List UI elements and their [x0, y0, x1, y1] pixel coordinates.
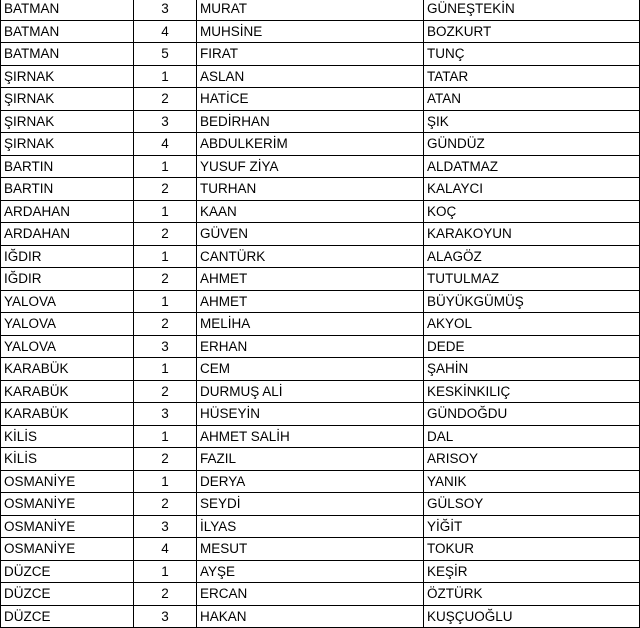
rank-cell[interactable]: 1: [134, 200, 197, 223]
name-cell[interactable]: KAAN: [197, 200, 424, 223]
name-cell[interactable]: HÜSEYİN: [197, 403, 424, 426]
city-cell[interactable]: KARABÜK: [1, 403, 134, 426]
city-cell[interactable]: BARTIN: [1, 155, 134, 178]
rank-cell[interactable]: 3: [134, 515, 197, 538]
rank-cell[interactable]: 1: [134, 290, 197, 313]
rank-cell[interactable]: 3: [134, 110, 197, 133]
table-row: [1, 538, 640, 561]
name-cell[interactable]: ERHAN: [197, 335, 424, 358]
table-row: [1, 380, 640, 403]
table-row: [1, 358, 640, 381]
city-cell[interactable]: ARDAHAN: [1, 200, 134, 223]
table-row: [1, 178, 640, 201]
table-row: [1, 268, 640, 291]
name-cell[interactable]: TURHAN: [197, 178, 424, 201]
surname-cell[interactable]: KEŞİR: [424, 560, 640, 583]
name-cell[interactable]: FAZIL: [197, 448, 424, 471]
city-cell[interactable]: BATMAN: [1, 0, 134, 20]
surname-cell[interactable]: ALAGÖZ: [424, 245, 640, 268]
surname-cell[interactable]: ATAN: [424, 88, 640, 111]
rank-cell[interactable]: 5: [134, 43, 197, 66]
table-row: [1, 560, 640, 583]
surname-cell[interactable]: BÜYÜKGÜMÜŞ: [424, 290, 640, 313]
name-cell[interactable]: İLYAS: [197, 515, 424, 538]
table-row: [1, 470, 640, 493]
city-cell[interactable]: OSMANİYE: [1, 470, 134, 493]
rank-cell[interactable]: 2: [134, 178, 197, 201]
name-cell[interactable]: MESUT: [197, 538, 424, 561]
city-cell[interactable]: BARTIN: [1, 178, 134, 201]
table-row: [1, 43, 640, 66]
name-cell[interactable]: AHMET SALİH: [197, 425, 424, 448]
surname-cell[interactable]: KUŞÇUOĞLU: [424, 605, 640, 628]
table-row: [1, 245, 640, 268]
city-cell[interactable]: ŞIRNAK: [1, 110, 134, 133]
city-cell[interactable]: KARABÜK: [1, 380, 134, 403]
rank-cell[interactable]: 4: [134, 538, 197, 561]
name-cell[interactable]: YUSUF ZİYA: [197, 155, 424, 178]
city-cell[interactable]: BATMAN: [1, 43, 134, 66]
table-row: [1, 155, 640, 178]
city-cell[interactable]: KARABÜK: [1, 358, 134, 381]
name-cell[interactable]: ABDULKERİM: [197, 133, 424, 156]
surname-cell[interactable]: TUNÇ: [424, 43, 640, 66]
name-cell[interactable]: SEYDİ: [197, 493, 424, 516]
city-cell[interactable]: IĞDIR: [1, 268, 134, 291]
rank-cell[interactable]: 2: [134, 88, 197, 111]
name-cell[interactable]: CEM: [197, 358, 424, 381]
surname-cell[interactable]: KARAKOYUN: [424, 223, 640, 246]
city-cell[interactable]: DÜZCE: [1, 560, 134, 583]
table-row: [1, 583, 640, 606]
surname-cell[interactable]: TOKUR: [424, 538, 640, 561]
table-row: [1, 223, 640, 246]
table-row: [1, 110, 640, 133]
name-cell[interactable]: DERYA: [197, 470, 424, 493]
name-cell[interactable]: MURAT: [197, 0, 424, 20]
surname-cell[interactable]: GÜLSOY: [424, 493, 640, 516]
surname-cell[interactable]: ŞIK: [424, 110, 640, 133]
name-cell[interactable]: FIRAT: [197, 43, 424, 66]
rank-cell[interactable]: 1: [134, 470, 197, 493]
table-row: [1, 515, 640, 538]
surname-cell[interactable]: YİĞİT: [424, 515, 640, 538]
name-cell[interactable]: MELİHA: [197, 313, 424, 336]
table-row: [1, 0, 640, 20]
surname-cell[interactable]: GÜNEŞTEKİN: [424, 0, 640, 20]
rank-cell[interactable]: 2: [134, 268, 197, 291]
name-cell[interactable]: AHMET: [197, 290, 424, 313]
city-cell[interactable]: YALOVA: [1, 290, 134, 313]
surname-cell[interactable]: KESKİNKILIÇ: [424, 380, 640, 403]
city-cell[interactable]: ŞIRNAK: [1, 133, 134, 156]
rank-cell[interactable]: 1: [134, 358, 197, 381]
rank-cell[interactable]: 1: [134, 245, 197, 268]
city-cell[interactable]: OSMANİYE: [1, 538, 134, 561]
name-cell[interactable]: HAKAN: [197, 605, 424, 628]
name-cell[interactable]: HATİCE: [197, 88, 424, 111]
surname-cell[interactable]: ŞAHİN: [424, 358, 640, 381]
table-row: [1, 65, 640, 88]
table-row: [1, 448, 640, 471]
surname-cell[interactable]: DAL: [424, 425, 640, 448]
name-cell[interactable]: MUHSİNE: [197, 20, 424, 43]
city-cell[interactable]: IĞDIR: [1, 245, 134, 268]
name-cell[interactable]: ERCAN: [197, 583, 424, 606]
city-cell[interactable]: YALOVA: [1, 335, 134, 358]
rank-cell[interactable]: 3: [134, 403, 197, 426]
rank-cell[interactable]: 3: [134, 0, 197, 20]
surname-cell[interactable]: TUTULMAZ: [424, 268, 640, 291]
table-row: [1, 200, 640, 223]
table-row: [1, 605, 640, 628]
name-cell[interactable]: AYŞE: [197, 560, 424, 583]
rank-cell[interactable]: 2: [134, 313, 197, 336]
surname-cell[interactable]: KOÇ: [424, 200, 640, 223]
city-cell[interactable]: DÜZCE: [1, 583, 134, 606]
surname-cell[interactable]: ÖZTÜRK: [424, 583, 640, 606]
city-cell[interactable]: OSMANİYE: [1, 493, 134, 516]
table-row: [1, 133, 640, 156]
city-cell[interactable]: KİLİS: [1, 448, 134, 471]
table-row: [1, 290, 640, 313]
table-body: [1, 0, 640, 628]
table-row: [1, 425, 640, 448]
surname-cell[interactable]: ALDATMAZ: [424, 155, 640, 178]
table-row: [1, 313, 640, 336]
city-cell[interactable]: BATMAN: [1, 20, 134, 43]
table-row: [1, 403, 640, 426]
rank-cell[interactable]: 2: [134, 493, 197, 516]
rank-cell[interactable]: 4: [134, 20, 197, 43]
surname-cell[interactable]: ARISOY: [424, 448, 640, 471]
name-cell[interactable]: DURMUŞ ALİ: [197, 380, 424, 403]
surname-cell[interactable]: BOZKURT: [424, 20, 640, 43]
surname-cell[interactable]: TATAR: [424, 65, 640, 88]
name-cell[interactable]: GÜVEN: [197, 223, 424, 246]
rank-cell[interactable]: 2: [134, 448, 197, 471]
rank-cell[interactable]: 3: [134, 605, 197, 628]
city-cell[interactable]: DÜZCE: [1, 605, 134, 628]
rank-cell[interactable]: 4: [134, 133, 197, 156]
city-cell[interactable]: ARDAHAN: [1, 223, 134, 246]
rank-cell[interactable]: 1: [134, 425, 197, 448]
table-row: [1, 335, 640, 358]
name-cell[interactable]: ASLAN: [197, 65, 424, 88]
surname-cell[interactable]: AKYOL: [424, 313, 640, 336]
name-cell[interactable]: BEDİRHAN: [197, 110, 424, 133]
rank-cell[interactable]: 1: [134, 65, 197, 88]
city-cell[interactable]: OSMANİYE: [1, 515, 134, 538]
city-cell[interactable]: YALOVA: [1, 313, 134, 336]
rank-cell[interactable]: 1: [134, 155, 197, 178]
rank-cell[interactable]: 2: [134, 380, 197, 403]
table-row: [1, 20, 640, 43]
rank-cell[interactable]: 3: [134, 335, 197, 358]
surname-cell[interactable]: KALAYCI: [424, 178, 640, 201]
surname-cell[interactable]: GÜNDÜZ: [424, 133, 640, 156]
city-cell[interactable]: ŞIRNAK: [1, 88, 134, 111]
rank-cell[interactable]: 2: [134, 583, 197, 606]
rank-cell[interactable]: 2: [134, 223, 197, 246]
rank-cell[interactable]: 1: [134, 560, 197, 583]
name-cell[interactable]: AHMET: [197, 268, 424, 291]
name-cell[interactable]: CANTÜRK: [197, 245, 424, 268]
table-row: [1, 493, 640, 516]
city-cell[interactable]: ŞIRNAK: [1, 65, 134, 88]
table-row: [1, 88, 640, 111]
surname-cell[interactable]: GÜNDOĞDU: [424, 403, 640, 426]
surname-cell[interactable]: YANIK: [424, 470, 640, 493]
city-cell[interactable]: KİLİS: [1, 425, 134, 448]
surname-cell[interactable]: DEDE: [424, 335, 640, 358]
